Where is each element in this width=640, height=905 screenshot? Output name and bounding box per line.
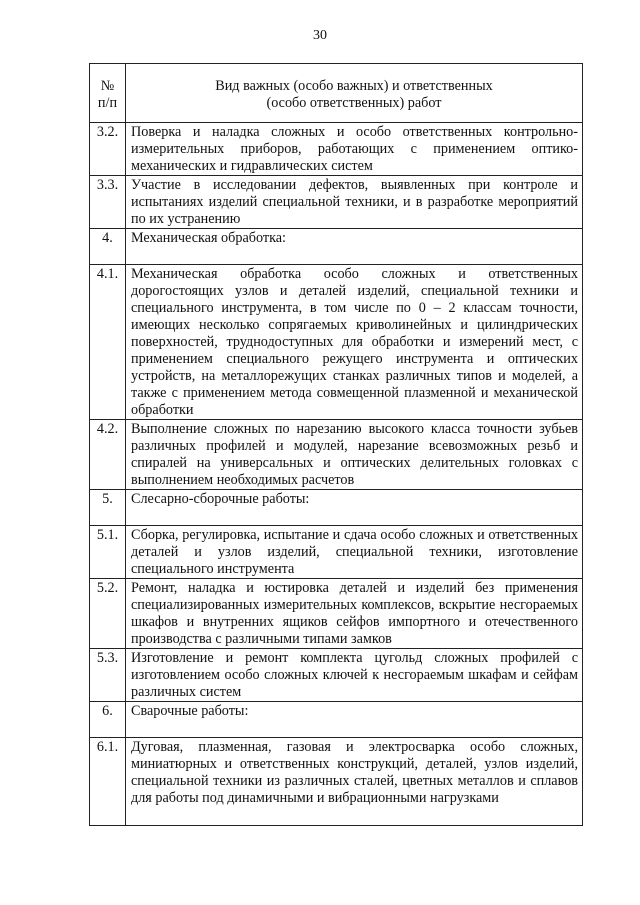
table-row [90, 420, 583, 490]
row-text: Сварочные работы: [126, 702, 583, 738]
table-row [90, 176, 583, 229]
header-title-cell [126, 64, 583, 123]
row-number: 5. [90, 490, 126, 526]
row-text: Механическая обработка особо сложных и ответственных дорогостоящих узлов и деталей изделий, специальной техники и специального инструмента, в том числе по 0 – 2 классам точности, имеющих несколько сопрягаемых криволинейных и цилиндрических поверхностей, труднодоступных для обработки и измерений мест, с применением специального режущего инструмента и оптических устройств, на металлорежущих станках различных типов и моделей, а также с применением метода совмещенной плазменной и механической обработки [126, 265, 583, 420]
page-number: 30 [313, 28, 327, 43]
table-row [90, 649, 583, 702]
row-number: 3.3. [90, 176, 126, 229]
header-title-line1: Вид важных (особо важных) и ответственных [215, 78, 493, 94]
header-num-abbr: п/п [97, 95, 118, 111]
works-table [89, 63, 583, 826]
table-row [90, 526, 583, 579]
table-row [90, 702, 583, 738]
row-number: 4.2. [90, 420, 126, 490]
row-text: Сборка, регулировка, испытание и сдача особо сложных и ответственных деталей и узлов изделий, специальной техники, изготовление специального инструмента [126, 526, 583, 579]
row-number: 5.3. [90, 649, 126, 702]
row-text: Механическая обработка: [126, 229, 583, 265]
table-row [90, 123, 583, 176]
table-row [90, 579, 583, 649]
header-num-cell [90, 64, 126, 123]
row-text: Поверка и наладка сложных и особо ответственных контрольно-измерительных приборов, работающих с применением оптико-механических и гидравлических систем [126, 123, 583, 176]
row-number: 4.1. [90, 265, 126, 420]
row-text: Слесарно-сборочные работы: [126, 490, 583, 526]
row-number: 6. [90, 702, 126, 738]
table-row [90, 229, 583, 265]
table-row [90, 738, 583, 826]
row-number: 5.1. [90, 526, 126, 579]
table-row [90, 265, 583, 420]
row-number: 4. [90, 229, 126, 265]
row-text: Ремонт, наладка и юстировка деталей и изделий без применения специализированных измерительных комплексов, вскрытие несгораемых шкафов и внутренних ящиков сейфов импортного и отечественного производства с различными типами замков [126, 579, 583, 649]
row-text: Изготовление и ремонт комплекта цугольд сложных профилей с изготовлением особо сложных ключей к несгораемым шкафам и сейфам различных систем [126, 649, 583, 702]
row-text: Участие в исследовании дефектов, выявленных при контроле и испытаниях изделий специальной техники, и в разработке мероприятий по их устранению [126, 176, 583, 229]
row-text: Выполнение сложных по нарезанию высокого класса точности зубьев различных профилей и модулей, нарезание всевозможных резьб и спиралей на универсальных и оптических делительных головках с выполнением необходимых расчетов [126, 420, 583, 490]
header-title-line2: (особо ответственных) работ [266, 95, 442, 111]
row-number: 3.2. [90, 123, 126, 176]
table-row [90, 490, 583, 526]
row-text: Дуговая, плазменная, газовая и электросварка особо сложных, миниатюрных и ответственных конструкций, деталей, узлов изделий, специальной техники из различных сталей, цветных металлов и сплавов для работы под динамичными и вибрационными нагрузками [126, 738, 583, 826]
header-num-symbol: № [100, 78, 115, 94]
row-number: 6.1. [90, 738, 126, 826]
table-header-row [90, 64, 583, 123]
row-number: 5.2. [90, 579, 126, 649]
